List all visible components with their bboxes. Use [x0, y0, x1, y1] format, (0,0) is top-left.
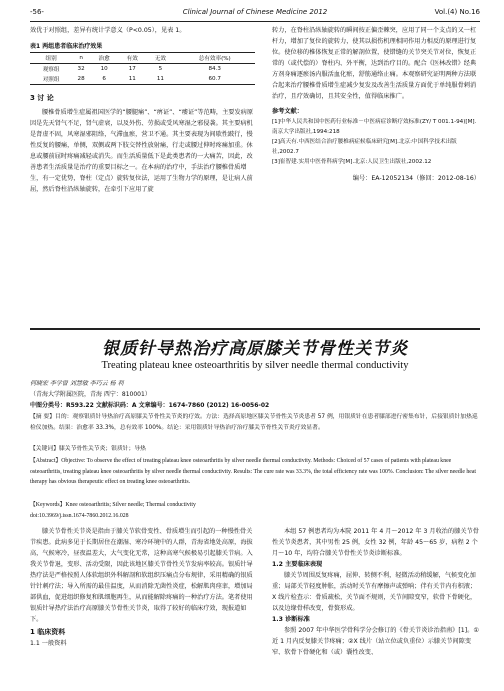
article-title-cn: 银质针导热治疗高原膝关节骨性关节炎	[102, 339, 408, 359]
affiliation: （青海大学附属医院，青海 西宁：810001）	[30, 391, 151, 398]
table-cell: 84.3	[208, 66, 221, 72]
reference-list	[272, 117, 480, 167]
top-right-column	[272, 25, 480, 184]
table-cell: 观察组	[42, 67, 60, 73]
abstract-en: 【Abstract】Objective: To observe the effect of treating plateau knee osteoarthritis by silver needle thermal conductivity. Methods: Choiced of 57 cases of patients with plateau knee osteoarthritis, treating plateau knee osteoarthritis by silver needle thermal conductivity. Results: The cure rate was 33.3%, the total efficiency rate was 100%. Conclusion: The silver needle heat therapy has obvious therapeutic effect on treating knee osteoarthritis.	[30, 458, 477, 485]
abstract-cn: 【摘 要】目的：观察银质针导热治疗高原膝关节骨性关节炎的疗效。方法：选择高原地区膝关节骨性关节炎患者 57 例，用银质针在患者膝部进行密集布针，后接银质针加热巡检仪加热。结果：治愈率 33.3%，总有效率 100%。结论：采用银质针导热治疗治疗膝关节骨性关节炎疗效显著。	[30, 414, 478, 431]
general-data-paragraph: 本组 57 例患者均为本院 2011 年 4 月～2012 年 3 月收治的膝关节骨性关节炎患者，其中男性 25 例，女性 32 例，年龄 45～65 岁，病程 2 个月～10 年，均符合膝关节骨性关节炎诊断标准。	[272, 528, 479, 557]
reference-item: [3]崔智建.实用中医骨科病学[M].北京:人民卫生出版社,2002.12	[272, 159, 432, 165]
reference-item: [2]高天有.中西医结合治疗腰椎病症候临床研究[M].北京:中国科学技术出版社,2002.7	[272, 139, 457, 155]
article-title-en: Treating plateau knee osteoarthritis by silver needle thermal conductivity	[101, 360, 409, 371]
header-rule	[30, 21, 480, 22]
intro-paragraph: 膝关节骨性关节炎是指由于膝关节软骨变性、骨质增生而引起的一种慢性骨关节疾患。此病多见于长期居住在潮湿、寒冷环境中的人群，青海省地处高原，海拔高，气候寒冷，昼夜温差大，大气变化无常，这种高寒气候极易引起膝关节病。入我关节骨退，变形、活动受限，因此该地区膝关节骨性关节发病率较高。银质针导热疗法是严格按照人体软组织外科解剖和软组织压痛点分布规律，采用精确的银质针针刺疗法；导入所需的最佳温度，从而消除无菌性炎症，松解肌肉痉挛，增加局部供血，促进组织修复和肌细胞再生，从而能解除疼痛的一种治疗方法。笔者使用银质针导热疗法治疗高原膝关节骨性关节炎，取得了较好的临床疗效，现报道如下。	[30, 528, 253, 623]
table-cell: 11	[128, 76, 136, 82]
classification-line: 中图分类号：R593.22 文献标识码：A 文章编号：1674-7860 (2012) 16-0056-02	[30, 402, 270, 409]
table-header-cell: 无效	[154, 56, 166, 62]
clinical-features-paragraph: 膝关节周围反复疼痛，屈伸、转侧不利，轻微活动稍缓解，气候变化加重；局部关节轻度肿胀，活动时关节有摩擦声或弹响；伴有关节内有积液；X 线片检查示：骨质疏松，关节面不规则，关节间隙变窄，软骨下骨硬化，以及边缘骨样改变，骨赘形成。	[272, 572, 477, 612]
table-header-cell: 治愈	[98, 56, 110, 62]
table-cell: 对照组	[42, 77, 60, 83]
keywords-en: 【Keywords】Knee osteoarthritis; Silver needle; Thermal conductivity	[30, 502, 196, 508]
section-heading-clinical: 1 临床资料	[30, 628, 66, 636]
subsection-diagnosis: 1.3 诊断标准	[272, 616, 310, 623]
authors: 何晓宏 李学曾 刘慧敏 李巧云 杨 利	[30, 380, 124, 387]
article-divider	[30, 328, 480, 330]
doi: doi:10.3969/j.issn.1674-7860.2012.16.028	[30, 513, 129, 519]
results-table	[30, 52, 255, 85]
running-header	[30, 6, 480, 20]
table-header-cell: n	[79, 55, 83, 61]
reference-item: [1]中华人民共和国中医药行业标准－中医病症诊断疗效标准(ZY/ T 001.1-94)[M].南京大学出版社,1994:218	[272, 119, 477, 135]
top-left-column	[30, 25, 255, 195]
diagnosis-paragraph: 参照 2007 年中华医学骨科学分会修订的《骨关节炎诊治指南》[1]。①近 1 月内反复膝关节疼痛；②X 线片（站立位或负重位）示膝关节间隙变窄、软骨下骨硬化和（或）囊性改变、	[272, 627, 479, 656]
table-cell: 28	[77, 76, 85, 82]
subsection-clinical-features: 1.2 主要临床表现	[272, 561, 323, 568]
table-cell: 60.7	[208, 76, 221, 82]
table-cell: 11	[156, 76, 164, 82]
table-cell: 6	[102, 76, 106, 82]
table-row	[30, 74, 255, 85]
references-heading: 参考文献：	[272, 108, 303, 115]
editor-number: 编号：EA-12052134（修回：2012-08-16）	[352, 175, 480, 182]
journal-name: Clinical Journal of Chinese Medicine 2012	[182, 8, 328, 16]
table-header-cell: 总有效率(%)	[198, 56, 231, 62]
keywords-cn: 【关键词】膝关节骨性关节炎；银质针；导热	[30, 446, 146, 452]
results-intro: 效优于对照组，差异有统计学意义（P<0.05），见表 1。	[30, 27, 186, 34]
table-cell: 5	[158, 66, 163, 72]
section-heading-discussion: 3 讨 论	[30, 94, 54, 102]
table-header-cell: 有效	[126, 56, 138, 62]
bottom-right-column	[272, 526, 480, 658]
table-cell: 17	[128, 66, 136, 72]
table-cell: 10	[100, 66, 108, 72]
volume-issue: Vol.(4) No.16	[434, 8, 480, 16]
bottom-left-column	[30, 526, 255, 649]
table-row	[30, 64, 255, 75]
discussion-text: 腰椎骨质增生症属祖国医学的“腰腿痛”、“痹证”、“痿证”等范畴，主要发病原因是先天肾气不足，肾气虚衰，以及外伤、劳损或受风寒湿之邪侵袭。其主要病机是肾虚不固，风寒湿邪阻络，气滞血瘀，营卫不通。其主要表现为间歇性跛行，慢性反复的腰痛，单侧，双侧或两下肢交替性放射痛，行走或腰过伸时疼痛加重。休息或腰前屈时疼痛减轻或消失。而生活质量低下是此类患者的一大痛苦，因此，改善患者生活质量是治疗的重要目标之一。在本病的治疗中，手法治疗腰椎骨质增生，有一定优势，脊柱（定点）旋转复位法，运用了生物力学的原理，是让病人前屈，然后脊柱沿纵轴旋转，在牵引下应用了旋	[30, 109, 254, 193]
table-header-cell: 组别	[45, 56, 57, 62]
table-caption: 表1 两组患者临床治疗效果	[30, 43, 103, 50]
discussion-continued: 转力，在脊柱沿纵轴旋转的瞬间按正偏歪棘突，应用了同一个支点的又一杠杆力，增加了复位的旋转力，使其以损伤机理相同作用力相反的原理进行复位。使位移的椎体恢复正常的解剖位置，使错缝的关节突关节对位，恢复正常的（或代偿的）脊柱内、外平衡，达到治疗目的。配合《医林改错》经典方剂身痛逐瘀汤内服活血化瘀，舒筋通络止痛。本观察研究证明两种方法联合起来治疗腰椎骨质增生症减少复发及改善生活质量方面优于单纯服骨刺消治疗，且疗效确切，且其安全性，值得临床推广。	[272, 27, 477, 100]
page-number: -56-	[30, 8, 44, 16]
table-cell: 32	[77, 66, 85, 72]
subsection-general: 1.1 一般资料	[30, 640, 67, 647]
